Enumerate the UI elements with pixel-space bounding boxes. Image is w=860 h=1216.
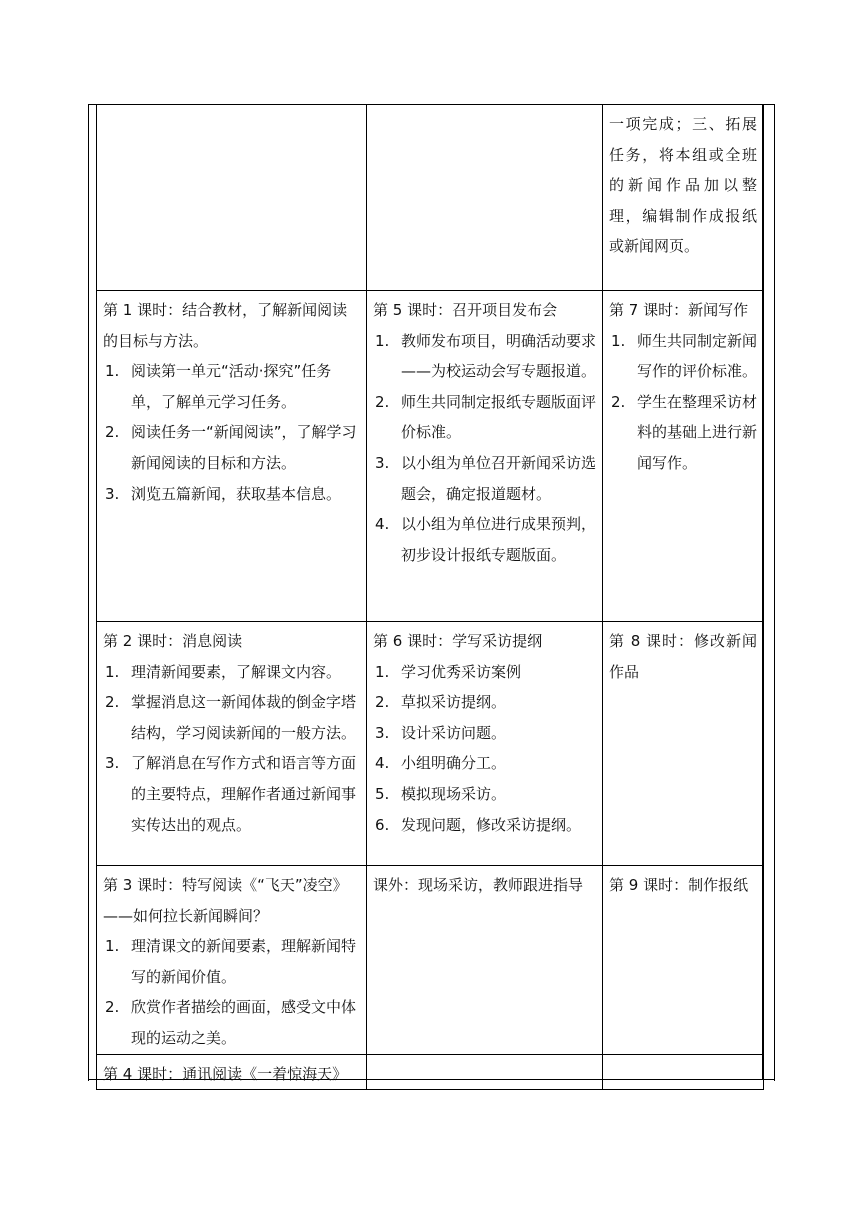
- list-number: 1.: [375, 662, 390, 681]
- list-item: [103, 417, 360, 478]
- list-item-text: 发现问题，修改采访提纲。: [401, 815, 582, 834]
- list-item-text: 阅读第一单元“活动·探究”任务单，了解单元学习任务。: [131, 362, 332, 411]
- table-cell: [367, 1054, 603, 1090]
- table-cell: [367, 105, 603, 291]
- cell-list: [373, 657, 596, 841]
- list-item: [103, 931, 360, 992]
- list-item: [609, 326, 757, 387]
- table-cell: [367, 622, 603, 866]
- list-number: 2.: [105, 693, 120, 712]
- list-item: [103, 992, 360, 1053]
- list-item-text: 浏览五篇新闻，获取基本信息。: [131, 484, 342, 503]
- list-number: 1.: [375, 331, 390, 350]
- list-item: [373, 779, 596, 810]
- list-number: 3.: [375, 723, 390, 742]
- list-item-text: 师生共同制定报纸专题版面评价标准。: [401, 392, 597, 442]
- list-item-text: 设计采访问题。: [401, 723, 507, 742]
- cell-heading: 第 7 课时：新闻写作: [609, 301, 749, 319]
- cell-list: [103, 657, 360, 841]
- table-row: [97, 291, 764, 622]
- list-item-text: 掌握消息这一新闻体裁的倒金字塔结构，学习阅读新闻的一般方法。: [131, 693, 357, 742]
- list-item: [373, 718, 596, 749]
- cell-heading: 第 5 课时：召开项目发布会: [373, 301, 558, 319]
- list-item: [373, 326, 596, 387]
- cell-heading: 课外：现场采访，教师跟进指导: [373, 876, 584, 894]
- list-number: 1.: [105, 937, 120, 956]
- table-cell: [367, 866, 603, 1055]
- list-number: 1.: [105, 662, 120, 681]
- list-item: [373, 748, 596, 779]
- cell-heading: 第 9 课时：制作报纸: [609, 876, 749, 894]
- cell-heading: 第 6 课时：学写采访提纲: [373, 632, 543, 650]
- table-cell: [603, 1054, 764, 1090]
- cell-list: [373, 326, 596, 571]
- table-cell: [97, 866, 367, 1055]
- list-item-text: 模拟现场采访。: [401, 784, 507, 803]
- table-cell: [603, 105, 764, 291]
- list-item-text: 学生在整理采访材料的基础上进行新闻写作。: [637, 392, 758, 472]
- list-item: [103, 687, 360, 748]
- list-number: 5.: [375, 784, 390, 803]
- list-number: 6.: [375, 815, 390, 834]
- table-cell: [97, 622, 367, 866]
- list-item-text: 理清课文的新闻要素，理解新闻特写的新闻价值。: [131, 937, 357, 986]
- list-item: [373, 448, 596, 509]
- list-number: 3.: [105, 754, 120, 773]
- table-cell: [603, 622, 764, 866]
- list-item-text: 草拟采访提纲。: [401, 693, 507, 712]
- list-number: 1.: [611, 331, 626, 350]
- list-item: [103, 479, 360, 510]
- cell-list: [103, 356, 360, 509]
- table-cell: [97, 1054, 367, 1090]
- list-item-text: 阅读任务一“新闻阅读”，了解学习新闻阅读的目标和方法。: [131, 423, 357, 472]
- list-item-text: 师生共同制定新闻写作的评价标准。: [637, 331, 758, 381]
- list-item: [103, 657, 360, 688]
- table-row: [97, 866, 764, 1055]
- list-item: [373, 687, 596, 718]
- table-cell: [603, 866, 764, 1055]
- list-number: 4.: [375, 515, 390, 534]
- list-item-text: 小组明确分工。: [401, 754, 507, 773]
- cell-heading: 第 2 课时：消息阅读: [103, 632, 243, 650]
- list-item: [373, 509, 596, 570]
- cell-heading: 第 3 课时：特写阅读《“飞天”凌空》——如何拉长新闻瞬间？: [103, 876, 348, 925]
- table-cell: [97, 291, 367, 622]
- list-item-text: 以小组为单位进行成果预判，初步设计报纸专题版面。: [401, 515, 597, 564]
- list-item: [373, 810, 596, 841]
- list-item: [103, 356, 360, 417]
- list-number: 1.: [105, 362, 120, 381]
- cell-heading: 一项完成；三、拓展任务，将本组或全班的新闻作品加以整理，编辑制作成报纸或新闻网页。: [609, 115, 757, 256]
- list-item-text: 了解消息在写作方式和语言等方面的主要特点，理解作者通过新闻事实传达出的观点。: [131, 754, 357, 834]
- table-row: [97, 1054, 764, 1090]
- list-item: [609, 387, 757, 479]
- list-number: 3.: [375, 453, 390, 472]
- list-item-text: 欣赏作者描绘的画面，感受文中体现的运动之美。: [131, 998, 357, 1047]
- cell-heading: 第 4 课时：通讯阅读《一着惊海天》: [103, 1064, 348, 1083]
- cell-heading: 第 8 课时：修改新闻作品: [609, 632, 757, 681]
- list-number: 2.: [611, 392, 626, 411]
- cell-heading: 第 1 课时：结合教材，了解新闻阅读的目标与方法。: [103, 301, 348, 350]
- list-item: [103, 748, 360, 840]
- cell-list: [609, 326, 757, 479]
- list-number: 2.: [375, 693, 390, 712]
- table-cell: [367, 291, 603, 622]
- cell-list: [103, 931, 360, 1053]
- list-item-text: 教师发布项目，明确活动要求——为校运动会写专题报道。: [401, 331, 597, 381]
- list-item: [373, 387, 596, 448]
- list-item: [373, 657, 596, 688]
- table-cell: [603, 291, 764, 622]
- lesson-plan-table: [96, 104, 764, 1090]
- list-number: 2.: [105, 423, 120, 442]
- list-number: 2.: [375, 392, 390, 411]
- table-row: [97, 105, 764, 291]
- list-item-text: 理清新闻要素，了解课文内容。: [131, 662, 342, 681]
- list-number: 2.: [105, 998, 120, 1017]
- list-number: 4.: [375, 754, 390, 773]
- list-item-text: 学习优秀采访案例: [401, 662, 522, 681]
- list-number: 3.: [105, 484, 120, 503]
- list-item-text: 以小组为单位召开新闻采访选题会，确定报道题材。: [401, 453, 597, 503]
- table-cell: [97, 105, 367, 291]
- table-row: [97, 622, 764, 866]
